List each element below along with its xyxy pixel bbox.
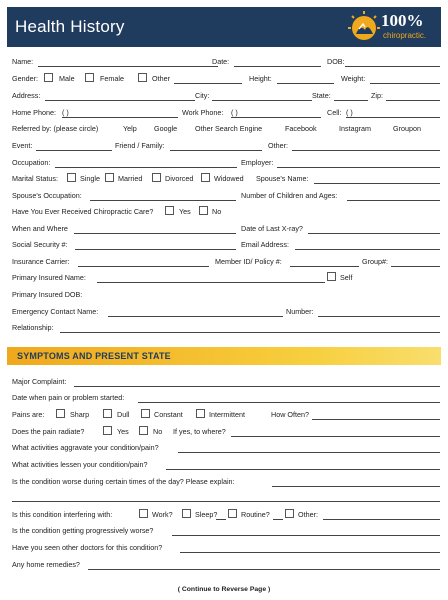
worse-times-label: Is the condition worse during certain times of the day? Please explain: xyxy=(12,477,235,486)
radiate-label: Does the pain radiate? xyxy=(12,427,85,436)
other-gender-field[interactable] xyxy=(174,74,242,84)
row-emergency xyxy=(12,307,440,319)
radiate-yes-checkbox[interactable] xyxy=(103,426,112,435)
sharp-checkbox[interactable] xyxy=(56,409,65,418)
routine-checkbox[interactable] xyxy=(228,509,237,518)
single-label: Single xyxy=(80,174,100,183)
major-complaint-field[interactable] xyxy=(74,377,440,387)
sleep-field[interactable] xyxy=(216,510,226,520)
row-primary-dob xyxy=(12,290,440,302)
emergency-label: Emergency Contact Name: xyxy=(12,307,99,316)
row-worse-times xyxy=(12,477,440,489)
dull-label: Dull xyxy=(117,410,130,419)
ref-option-search[interactable]: Other Search Engine xyxy=(195,124,263,133)
row-occupation xyxy=(12,158,440,170)
dull-checkbox[interactable] xyxy=(103,409,112,418)
routine-field[interactable] xyxy=(273,510,283,520)
row-chiro xyxy=(12,207,440,219)
children-field[interactable] xyxy=(347,191,440,201)
row-major-complaint xyxy=(12,377,440,389)
routine-label: Routine? xyxy=(241,510,270,519)
dob-label: DOB: xyxy=(327,57,345,66)
event-field[interactable] xyxy=(36,141,112,151)
email-field[interactable] xyxy=(295,240,440,250)
chiro-yes-checkbox[interactable] xyxy=(165,206,174,215)
row-remedies xyxy=(12,560,440,572)
logo-sub-text: chiropractic. xyxy=(383,31,427,40)
interfering-other-checkbox[interactable] xyxy=(285,509,294,518)
member-id-field[interactable] xyxy=(290,257,359,267)
row-event xyxy=(12,141,440,153)
married-label: Married xyxy=(118,174,143,183)
constant-label: Constant xyxy=(154,410,183,419)
event-label: Event: xyxy=(12,141,33,150)
radiate-no-label: No xyxy=(153,427,163,436)
form-header xyxy=(7,7,441,47)
interfering-label: Is this condition interfering with: xyxy=(12,510,113,519)
ref-option-google[interactable]: Google xyxy=(154,124,178,133)
constant-checkbox[interactable] xyxy=(141,409,150,418)
chiro-care-label: Have You Ever Received Chiropractic Care? xyxy=(12,207,154,216)
sleep-checkbox[interactable] xyxy=(182,509,191,518)
row-referred xyxy=(12,124,440,136)
insurance-label: Insurance Carrier: xyxy=(12,257,70,266)
sun-logo-icon xyxy=(347,10,381,44)
spouse-occupation-label: Spouse's Occupation: xyxy=(12,191,82,200)
row-when-where xyxy=(12,224,440,236)
other-gender-label: Other xyxy=(152,74,170,83)
primary-insured-dob-field[interactable] xyxy=(90,290,210,299)
symptoms-section-title: SYMPTOMS AND PRESENT STATE xyxy=(17,351,171,361)
height-field[interactable] xyxy=(277,74,334,84)
remedies-field[interactable] xyxy=(88,560,440,570)
zip-label: Zip: xyxy=(371,91,383,100)
height-label: Height: xyxy=(249,74,272,83)
progressive-label: Is the condition getting progressively worse? xyxy=(12,526,154,535)
last-xray-label: Date of Last X-ray? xyxy=(241,224,303,233)
ssn-label: Social Security #: xyxy=(12,240,68,249)
number-label: Number: xyxy=(286,307,314,316)
ref-other-field[interactable] xyxy=(292,141,440,151)
primary-insured-label: Primary Insured Name: xyxy=(12,273,86,282)
last-xray-field[interactable] xyxy=(308,224,440,234)
insurance-field[interactable] xyxy=(78,257,209,267)
symptoms-section-header xyxy=(7,347,441,365)
row-primary-insured xyxy=(12,273,440,285)
lessen-field[interactable] xyxy=(166,460,440,470)
male-checkbox[interactable] xyxy=(44,73,53,82)
when-where-field[interactable] xyxy=(74,224,236,234)
single-checkbox[interactable] xyxy=(67,173,76,182)
email-label: Email Address: xyxy=(241,240,289,249)
spouse-occupation-field[interactable] xyxy=(90,191,236,201)
primary-insured-dob-label: Primary Insured DOB: xyxy=(12,290,83,299)
row-aggravate xyxy=(12,443,440,455)
cell-area: ( ) xyxy=(346,108,353,117)
divorced-label: Divorced xyxy=(165,174,194,183)
work-label: Work? xyxy=(152,510,173,519)
progressive-field[interactable] xyxy=(172,526,440,536)
referred-by-label: Referred by: (please circle) xyxy=(12,124,99,133)
form-title: Health History xyxy=(15,17,125,36)
weight-label: Weight: xyxy=(341,74,366,83)
self-checkbox[interactable] xyxy=(327,272,336,281)
ref-option-groupon[interactable]: Groupon xyxy=(393,124,421,133)
interfering-other-field[interactable] xyxy=(323,510,440,520)
continue-note: ( Continue to Reverse Page ) xyxy=(177,586,271,593)
cell-label: Cell: xyxy=(327,108,342,117)
home-phone-label: Home Phone: xyxy=(12,108,56,117)
employer-label: Employer: xyxy=(241,158,274,167)
relationship-field[interactable] xyxy=(60,323,440,333)
chiro-no-checkbox[interactable] xyxy=(199,206,208,215)
work-phone-label: Work Phone: xyxy=(182,108,224,117)
where-field[interactable] xyxy=(231,427,440,437)
primary-insured-field[interactable] xyxy=(97,273,325,283)
row-spouse xyxy=(12,191,440,203)
row-address xyxy=(12,91,440,103)
address-label: Address: xyxy=(12,91,41,100)
ref-option-yelp[interactable]: Yelp xyxy=(123,124,137,133)
divorced-checkbox[interactable] xyxy=(152,173,161,182)
row-date-started xyxy=(12,393,440,405)
marital-status-label: Marital Status: xyxy=(12,174,58,183)
male-label: Male xyxy=(59,74,75,83)
home-phone-area: ( ) xyxy=(62,108,69,117)
city-field[interactable] xyxy=(212,91,312,101)
female-label: Female xyxy=(100,74,124,83)
number-field[interactable] xyxy=(318,307,440,317)
spouse-name-field[interactable] xyxy=(314,174,440,184)
intermittent-checkbox[interactable] xyxy=(196,409,205,418)
other-doctors-label: Have you seen other doctors for this condition? xyxy=(12,543,163,552)
when-where-label: When and Where xyxy=(12,224,68,233)
worse-times-field[interactable] xyxy=(272,477,440,487)
interfering-other-label: Other: xyxy=(298,510,318,519)
how-often-field[interactable] xyxy=(312,410,440,420)
occupation-label: Occupation: xyxy=(12,158,51,167)
friend-family-field[interactable] xyxy=(170,141,262,151)
state-field[interactable] xyxy=(334,91,368,101)
how-often-label: How Often? xyxy=(271,410,309,419)
sharp-label: Sharp xyxy=(70,410,90,419)
relationship-label: Relationship: xyxy=(12,323,54,332)
weight-field[interactable] xyxy=(370,74,440,84)
radiate-yes-label: Yes xyxy=(117,427,129,436)
dob-field[interactable] xyxy=(345,57,440,67)
row-radiate xyxy=(12,427,440,439)
aggravate-label: What activities aggravate your condition/pain? xyxy=(12,443,159,452)
pains-are-label: Pains are: xyxy=(12,410,45,419)
brand-logo xyxy=(347,10,433,44)
ref-other-label: Other: xyxy=(268,141,288,150)
self-label: Self xyxy=(340,273,353,282)
row-relationship xyxy=(12,323,440,335)
aggravate-field[interactable] xyxy=(178,443,440,453)
row-ssn xyxy=(12,240,440,252)
group-field[interactable] xyxy=(391,257,440,267)
widowed-checkbox[interactable] xyxy=(201,173,210,182)
widowed-label: Widowed xyxy=(214,174,244,183)
address-field[interactable] xyxy=(45,91,195,101)
row-lessen xyxy=(12,460,440,472)
row-insurance xyxy=(12,257,440,269)
radiate-no-checkbox[interactable] xyxy=(139,426,148,435)
work-phone-field[interactable] xyxy=(231,108,321,118)
row-progressive xyxy=(12,526,440,538)
other-doctors-field[interactable] xyxy=(180,543,440,553)
ref-option-facebook[interactable]: Facebook xyxy=(285,124,317,133)
home-phone-field[interactable] xyxy=(62,108,178,118)
row-name xyxy=(12,57,440,69)
spouse-name-label: Spouse's Name: xyxy=(256,174,309,183)
ssn-field[interactable] xyxy=(75,240,236,250)
name-field[interactable] xyxy=(38,57,218,67)
row-interfering xyxy=(12,510,440,522)
chiro-no-label: No xyxy=(212,207,222,216)
children-label: Number of Children and Ages: xyxy=(241,191,338,200)
state-label: State: xyxy=(312,91,331,100)
intermittent-label: Intermittent xyxy=(209,410,245,419)
row-worse-times-cont xyxy=(12,492,440,504)
row-gender xyxy=(12,74,440,86)
date-started-label: Date when pain or problem started: xyxy=(12,393,125,402)
member-id-label: Member ID/ Policy #: xyxy=(215,257,282,266)
work-phone-area: ( ) xyxy=(231,108,238,117)
sleep-label: Sleep? xyxy=(195,510,218,519)
group-label: Group#: xyxy=(362,257,388,266)
cell-field[interactable] xyxy=(346,108,440,118)
employer-field[interactable] xyxy=(277,158,440,168)
occupation-field[interactable] xyxy=(55,158,237,168)
logo-brand-text: 100% xyxy=(381,11,424,30)
other-gender-checkbox[interactable] xyxy=(138,73,147,82)
date-label: Date: xyxy=(212,57,230,66)
zip-field[interactable] xyxy=(386,91,440,101)
ref-option-instagram[interactable]: Instagram xyxy=(339,124,371,133)
work-checkbox[interactable] xyxy=(139,509,148,518)
where-label: If yes, to where? xyxy=(173,427,226,436)
chiro-yes-label: Yes xyxy=(179,207,191,216)
date-started-field[interactable] xyxy=(138,393,440,403)
major-complaint-label: Major Complaint: xyxy=(12,377,67,386)
female-checkbox[interactable] xyxy=(85,73,94,82)
city-label: City: xyxy=(195,91,210,100)
date-field[interactable] xyxy=(234,57,321,67)
row-marital xyxy=(12,174,440,186)
friend-family-label: Friend / Family: xyxy=(115,141,165,150)
row-pains xyxy=(12,410,440,422)
row-other-doctors xyxy=(12,543,440,555)
emergency-field[interactable] xyxy=(108,307,283,317)
name-label: Name: xyxy=(12,57,34,66)
worse-times-field-2[interactable] xyxy=(12,492,440,502)
lessen-label: What activities lessen your condition/pain? xyxy=(12,460,148,469)
remedies-label: Any home remedies? xyxy=(12,560,80,569)
gender-label: Gender: xyxy=(12,74,38,83)
row-phones xyxy=(12,108,440,120)
married-checkbox[interactable] xyxy=(105,173,114,182)
